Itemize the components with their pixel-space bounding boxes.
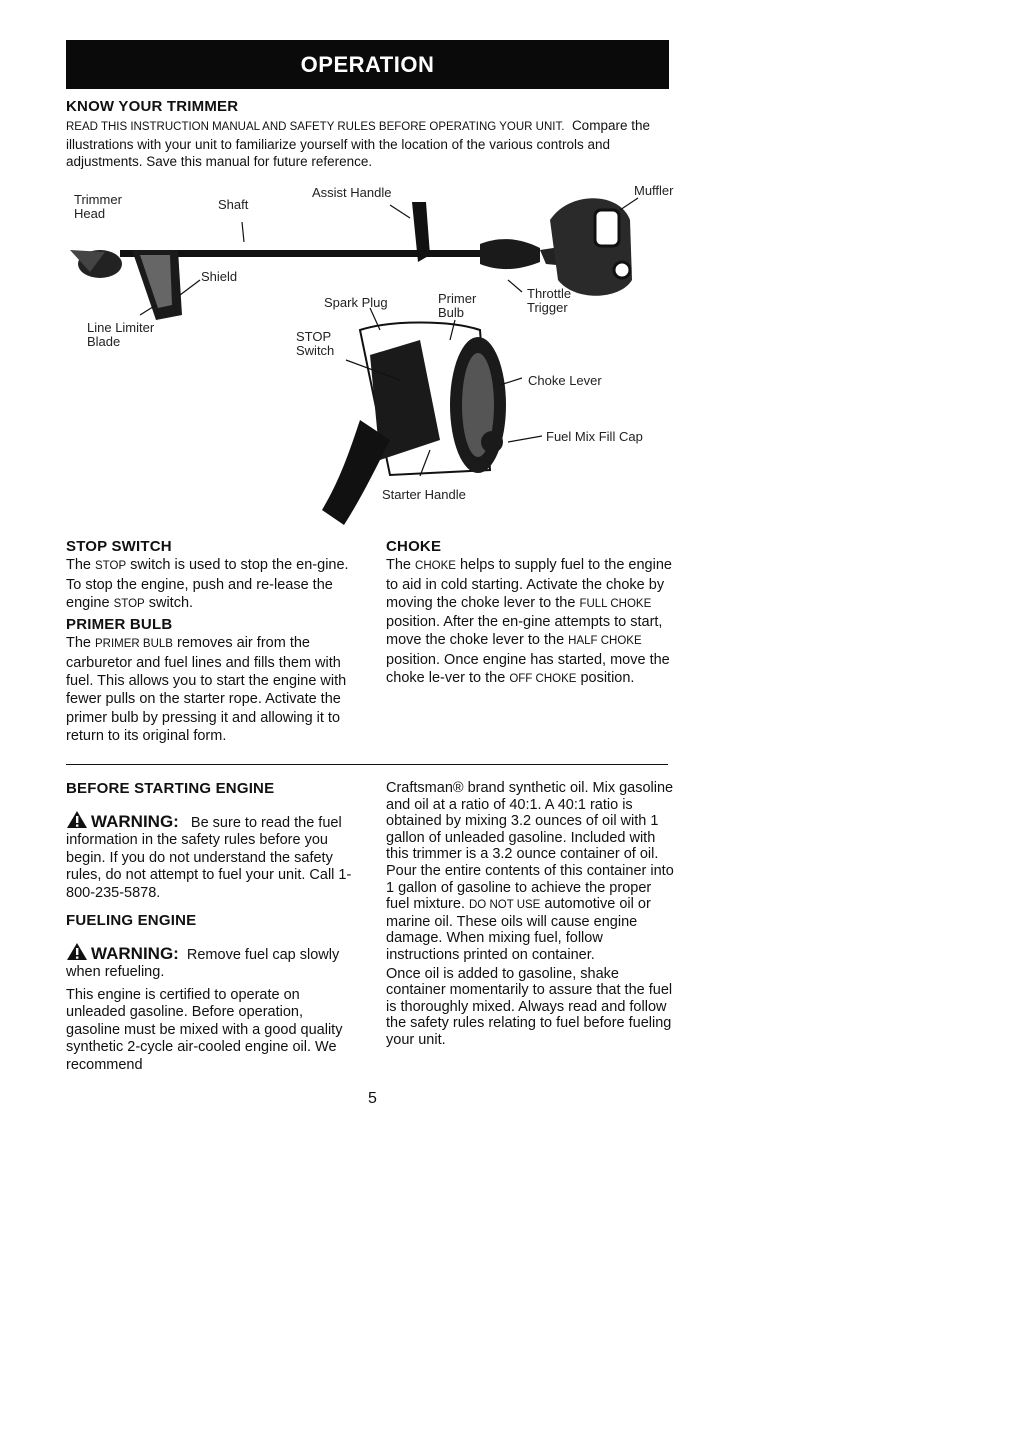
section-title: OPERATION <box>300 51 435 77</box>
stop-switch-heading: STOP SWITCH <box>66 538 172 555</box>
fueling-warning: WARNING: Remove fuel cap slowly when refueling. <box>66 943 340 980</box>
page-number: 5 <box>368 1090 377 1107</box>
fuel-shake-text: Once oil is added to gasoline, shake container momentarily to assure that the fuel is thoroughly mixed. Always read and follow the safety rules relating to fuel before fueling your unit. <box>386 965 673 1048</box>
fuel-right-column <box>386 780 674 1049</box>
label-shield: Shield <box>201 269 238 284</box>
label-throttle-trigger: Throttle Trigger <box>527 286 572 315</box>
intro-text: Compare the illustrations with your unit to familiarize yourself with the location of the various controls and adjustments. Save this manual for future reference. <box>66 118 650 169</box>
fuel-mix-text: Craftsman® brand synthetic oil. Mix gasoline and oil at a ratio of 40:1. A 40:1 ratio is obtained by mixing 3.2 ounces of oil with 1 gallon of unleaded gasoline. Included with this trimmer is a 3.2 ounce container of oil. Pour the entire contents of this container into 1 gallon of gasoline to achieve the proper fuel mixture. DO NOT USE automotive oil or marine oil. These oils will cause engine damage. When mixing fuel, follow instructions printed on container. <box>386 780 674 963</box>
fueling-engine-heading: FUELING ENGINE <box>66 912 197 929</box>
controls-right-column <box>386 538 674 688</box>
section-divider <box>66 764 668 765</box>
before-starting-heading: BEFORE STARTING ENGINE <box>66 780 275 797</box>
label-shaft: Shaft <box>218 197 249 212</box>
choke-text: The CHOKE helps to supply fuel to the engine to aid in cold starting. Activate the choke by moving the choke lever to the FULL CHOKE position. After the en-gine attempts to start, move the choke lever to the HALF CHOKE position. Once engine has started, move the choke le-ver to the OFF CHOKE position. <box>386 557 672 687</box>
label-stop-switch: STOP Switch <box>296 329 335 358</box>
warning-icon <box>66 810 88 829</box>
label-line-limiter-blade: Line Limiter Blade <box>87 320 155 349</box>
fueling-body-text: This engine is certified to operate on unleaded gasoline. Before operation, gasoline must be mixed with a good quality synthetic 2-cycle air-cooled engine oil. We recommend <box>66 986 343 1073</box>
label-trimmer-head: Trimmer Head <box>74 192 122 221</box>
primer-bulb-text: The PRIMER BULB removes air from the carburetor and fuel lines and fills them with fuel. This allows you to start the engine with fewer pulls on the starter rope. Activate the primer bulb by pressing it and allowing it to return to its original form. <box>66 635 347 744</box>
trimmer-illustration <box>60 180 680 540</box>
warning-label: WARNING: <box>91 943 179 963</box>
label-fuel-mix-fill-cap: Fuel Mix Fill Cap <box>546 429 643 444</box>
before-starting-warning: WARNING: Be sure to read the fuel information in the safety rules before you begin. If you do not understand the safety rules, do not attempt to fuel your unit. Call 1-800-235-5878. <box>66 811 352 901</box>
warning-icon <box>66 942 88 961</box>
intro-section <box>66 98 671 170</box>
intro-caps-text: READ THIS INSTRUCTION MANUAL AND SAFETY RULES BEFORE OPERATING YOUR UNIT. <box>66 121 565 133</box>
stop-switch-text: The STOP switch is used to stop the en-gine. To stop the engine, push and re-lease the engine STOP switch. <box>66 557 349 611</box>
intro-heading: KNOW YOUR TRIMMER <box>66 98 239 115</box>
label-spark-plug: Spark Plug <box>324 295 388 310</box>
controls-left-column <box>66 538 356 745</box>
label-muffler: Muffler <box>634 183 674 198</box>
warning-label: WARNING: <box>91 811 179 831</box>
section-banner <box>66 40 669 89</box>
label-starter-handle: Starter Handle <box>382 487 466 502</box>
label-primer-bulb: Primer Bulb <box>438 291 477 320</box>
choke-heading: CHOKE <box>386 538 442 555</box>
label-assist-handle: Assist Handle <box>312 185 392 200</box>
label-choke-lever: Choke Lever <box>528 373 602 388</box>
fuel-left-column <box>66 780 356 1074</box>
trimmer-diagram <box>60 180 680 540</box>
primer-bulb-heading: PRIMER BULB <box>66 616 173 634</box>
